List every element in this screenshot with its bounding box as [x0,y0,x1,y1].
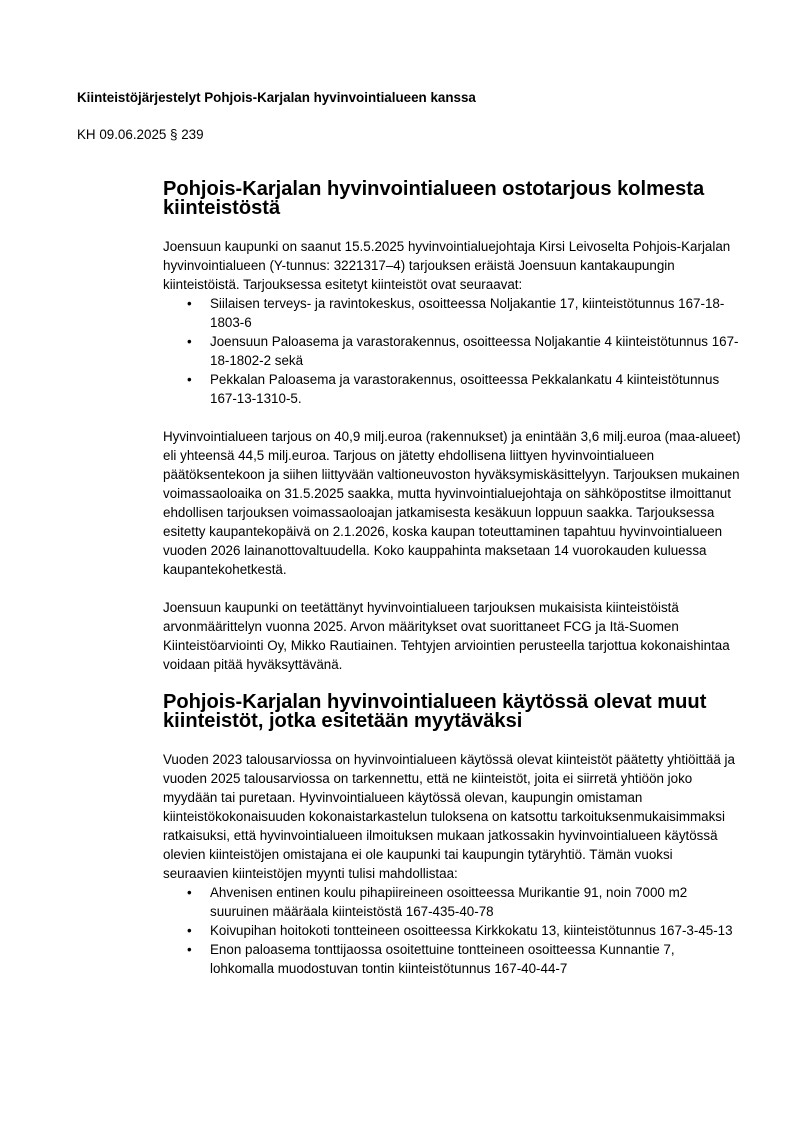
meeting-reference: KH 09.06.2025 § 239 [77,127,204,142]
list-item [163,332,741,370]
list-item-text: Pekkalan Paloasema ja varastorakennus, osoitteessa Pekkalankatu 4 kiinteistötunnus 167-13-1310-5. [210,372,720,406]
list-item-text: Enon paloasema tonttijaossa osoitettuine tontteineen osoitteessa Kunnantie 7, lohkomalla muodostuvan tontin kiinteistötunnus 167-40-44-7 [210,942,675,976]
list-item-text: Joensuun Paloasema ja varastorakennus, osoitteessa Noljakantie 4 kiinteistötunnus 167-18-1802-2 sekä [210,334,739,368]
list-item [163,370,741,408]
section-other-properties [163,693,741,978]
list-item-text: Koivupihan hoitokoti tontteineen osoitteessa Kirkkokatu 13, kiinteistötunnus 167-3-45-13 [210,923,733,938]
bullet-icon: • [187,942,192,957]
bullet-icon: • [187,372,192,387]
section-intro: Vuoden 2023 talousarviossa on hyvinvointialueen käytössä olevat kiinteistöt päätetty yhtiöittää ja vuoden 2025 talousarviossa on tarkennettu, että ne kiinteistöt, joita ei siirretä yhtiöön joko myydään tai puretaan. Hyvinvointialueen käytössä olevan, kaupungin omistaman kiinteistökokonaisuuden kokonaistarkastelun tuloksena on katsottu tarkoituksenmukaisimmaksi ratkaisuksi, että hyvinvointialueen ilmoituksen mukaan jatkossakin hyvinvointialueen käytössä olevien kiinteistöjen omistajana ei ole kaupunki tai kaupungin tytäryhtiö. Tämän vuoksi seuraavien kiinteistöjen myynti tulisi mahdollistaa: [163,752,735,881]
list-item [163,940,741,978]
bullet-icon: • [187,923,192,938]
list-item-text: Ahvenisen entinen koulu pihapiireineen osoitteessa Murikantie 91, noin 7000 m2 suuruinen määräala kiinteistöstä 167-435-40-78 [210,885,688,919]
section-purchase-offer [163,180,741,674]
list-item-text: Siilaisen terveys- ja ravintokeskus, osoitteessa Noljakantie 17, kiinteistötunnus 167-18-1803-6 [210,296,725,330]
section-intro: Joensuun kaupunki on saanut 15.5.2025 hyvinvointialuejohtaja Kirsi Leivoselta Pohjois-Karjalan hyvinvointialueen (Y-tunnus: 3221317–4) tarjouksen eräistä Joensuun kantakaupungin kiinteistöistä. Tarjouksessa esitetyt kiinteistöt ovat seuraavat: [163,239,731,292]
property-list [163,294,741,408]
page-title: Kiinteistöjärjestelyt Pohjois-Karjalan hyvinvointialueen kanssa [77,90,476,105]
list-item [163,294,741,332]
bullet-icon: • [187,296,192,311]
section-heading: Pohjois-Karjalan hyvinvointialueen ostotarjous kolmesta kiinteistöstä [163,178,705,219]
bullet-icon: • [187,334,192,349]
list-item [163,921,741,940]
document-body [163,180,741,997]
section-heading: Pohjois-Karjalan hyvinvointialueen käytössä olevat muut kiinteistöt, jotka esitetään myytäväksi [163,691,707,732]
valuation-paragraph: Joensuun kaupunki on teetättänyt hyvinvointialueen tarjouksen mukaisista kiinteistöistä arvonmäärittelyn vuonna 2025. Arvon määritykset ovat suorittaneet FCG ja Itä-Suomen Kiinteistöarviointi Oy, Mikko Rautiainen. Tehtyjen arviointien perusteella tarjottua kokonaishintaa voidaan pitää hyväksyttävänä. [163,600,730,672]
bullet-icon: • [187,885,192,900]
list-item [163,883,741,921]
offer-details-paragraph: Hyvinvointialueen tarjous on 40,9 milj.euroa (rakennukset) ja enintään 3,6 milj.euroa (maa-alueet) eli yhteensä 44,5 milj.euroa. Tarjous on jätetty ehdollisena liittyen hyvinvointialueen päätöksentekoon ja siihen liittyvään valtioneuvoston hyväksymiskäsittelyyn. Tarjouksen mukainen voimassaoloaika on 31.5.2025 saakka, mutta hyvinvointialuejohtaja on sähköpostitse ilmoittanut ehdollisen tarjouksen voimassaoloajan jatkamisesta kesäkuun loppuun saakka. Tarjouksessa esitetty kaupantekopäivä on 2.1.2026, koska kaupan toteuttaminen tapahtuu hyvinvointialueen vuoden 2026 lainanottovaltuudella. Koko kauppahinta maksetaan 14 vuorokauden kuluessa kaupantekohetkestä. [163,429,741,577]
property-list [163,883,741,978]
